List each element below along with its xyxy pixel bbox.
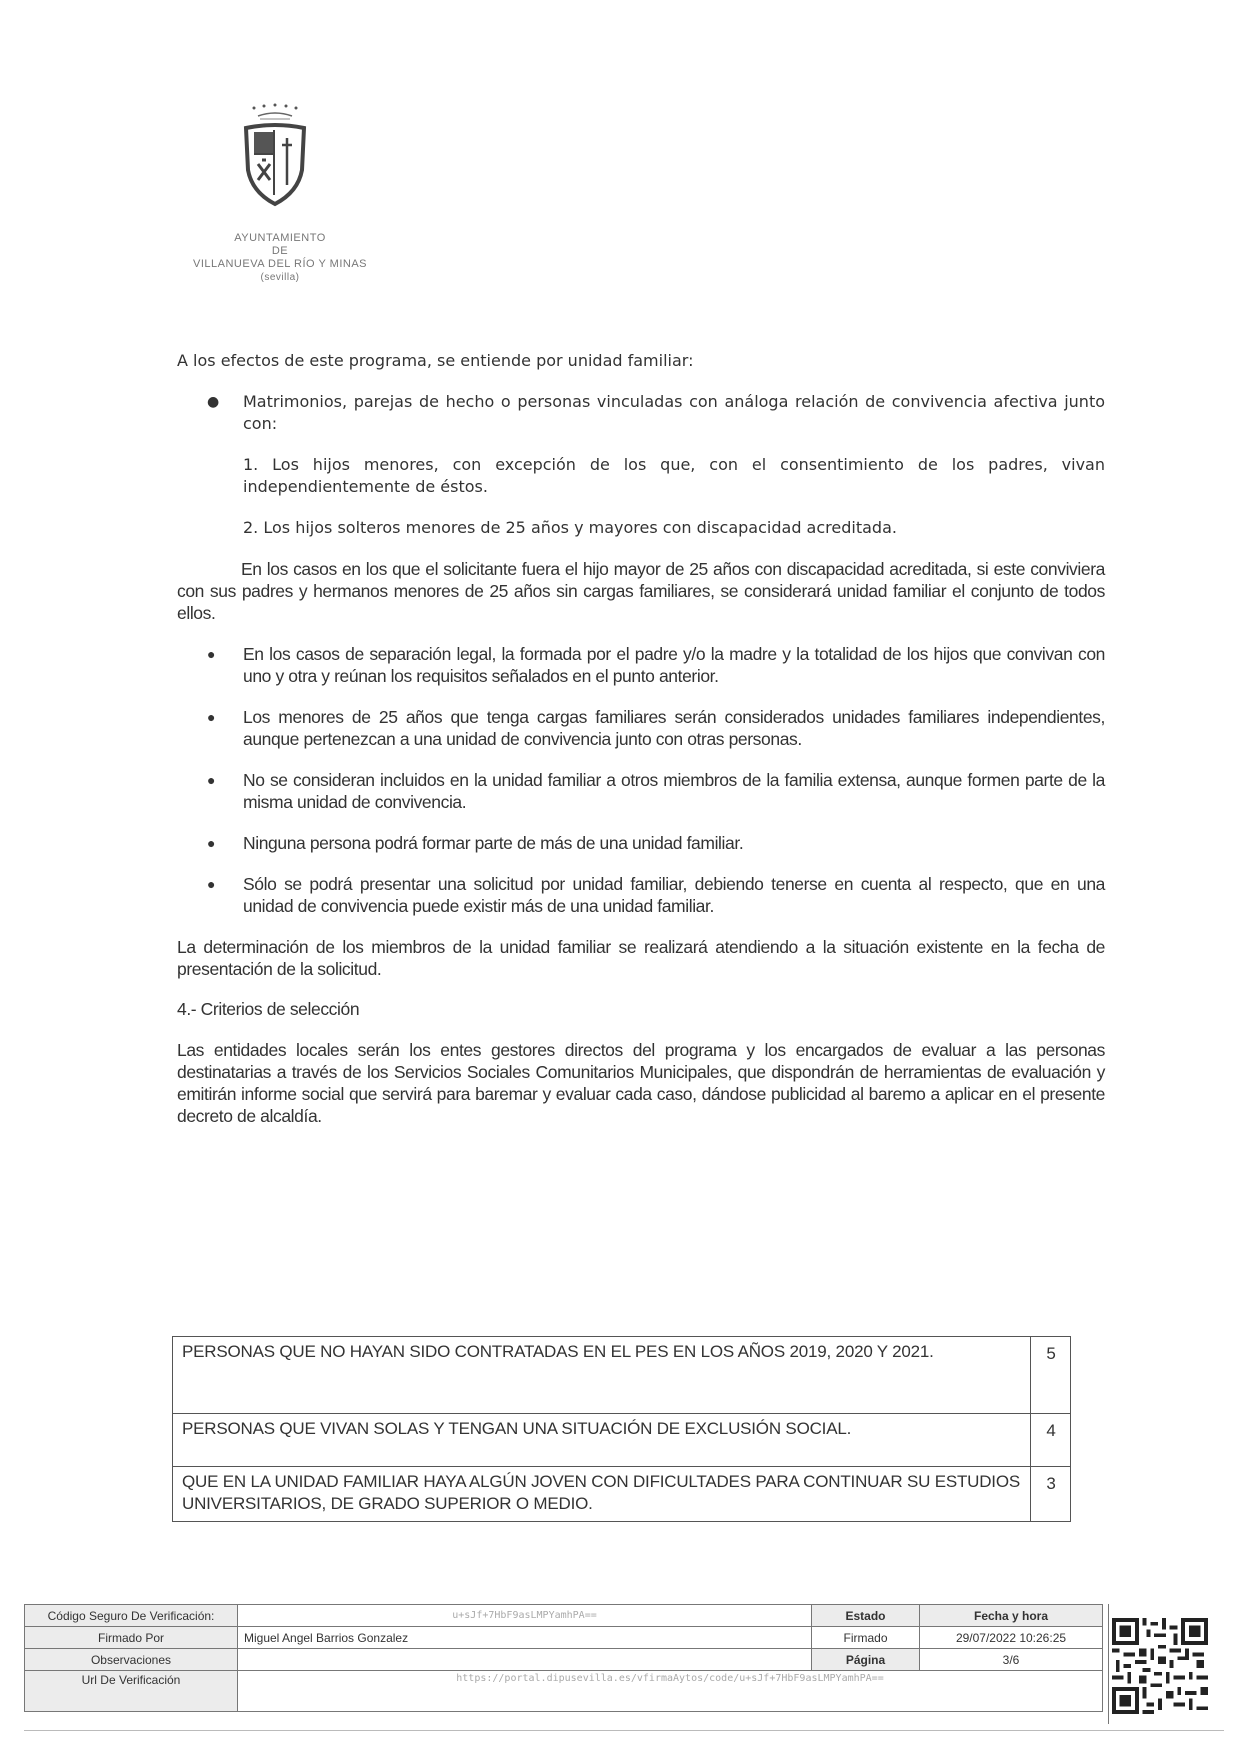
code-label: Código Seguro De Verificación: (25, 1605, 238, 1627)
criteria-paragraph: Las entidades locales serán los entes gestores directos del programa y los encargados de evaluar a las personas destinatarias a través de los Servicios Sociales Comunitarios Municipales, que dispondrán de herramientas de evaluación y emitirán informe social que servirá para baremar y evaluar cada caso, dándose publicidad al baremo a aplicar en el presente decreto de alcaldía. (177, 1040, 1105, 1126)
verification-url-link[interactable]: https://portal.dipusevilla.es/vfirmaAytos/code/u+sJf+7HbF9asLMPYamhPA== (238, 1671, 1103, 1712)
bullet-icon: ● (207, 772, 216, 788)
table-row (173, 1414, 1071, 1467)
table-row (25, 1649, 1103, 1671)
determination-paragraph: La determinación de los miembros de la unidad familiar se realizará atendiendo a la situación existente en la fecha de presentación de la solicitud. (177, 937, 1105, 979)
observations-value (238, 1649, 812, 1671)
criteria-table (172, 1336, 1071, 1522)
page-label: Página (812, 1649, 920, 1671)
bullet-icon: ● (207, 394, 220, 410)
table-row (25, 1627, 1103, 1649)
signed-by-value: Miguel Angel Barrios Gonzalez (238, 1627, 812, 1649)
org-line-1: AYUNTAMIENTO (234, 232, 326, 244)
code-value: u+sJf+7HbF9asLMPYamhPA== (238, 1605, 812, 1627)
qr-code-icon (1112, 1618, 1208, 1714)
document-body (177, 350, 1105, 1127)
org-line-2: DE (271, 245, 289, 257)
coat-of-arms-logo (240, 100, 310, 210)
observations-label: Observaciones (25, 1649, 238, 1671)
criterion-cell: PERSONAS QUE VIVAN SOLAS Y TENGAN UNA SITUACIÓN DE EXCLUSIÓN SOCIAL. (173, 1414, 1031, 1467)
bullet-item (177, 391, 1105, 435)
sub-item-1: 1. Los hijos menores, con excepción de los que, con el consentimiento de los padres, vivan independientemente de éstos. (243, 455, 1105, 496)
disability-paragraph: En los casos en los que el solicitante fuera el hijo mayor de 25 años con discapacidad acreditada, si este conviviera con sus padres y hermanos menores de 25 años sin cargas familiares, se considerará unidad familiar el conjunto de todos ellos. (177, 559, 1105, 623)
score-cell: 5 (1031, 1337, 1071, 1414)
criterion-cell: PERSONAS QUE NO HAYAN SIDO CONTRATADAS EN EL PES EN LOS AÑOS 2019, 2020 Y 2021. (173, 1337, 1031, 1414)
bullet-text: Sólo se podrá presentar una solicitud por unidad familiar, debiendo tenerse en cuenta al respecto, que en una unidad de convivencia puede existir más de una unidad familiar. (243, 874, 1105, 916)
signature-table (24, 1604, 1103, 1712)
footer-divider (24, 1730, 1224, 1731)
bullet-item (177, 769, 1105, 813)
datetime-value: 29/07/2022 10:26:25 (920, 1627, 1103, 1649)
bullet-item (177, 832, 1105, 854)
org-line-3: VILLANUEVA DEL RÍO Y MINAS (193, 258, 367, 270)
bullet-item (177, 706, 1105, 750)
table-row (173, 1467, 1071, 1522)
score-cell: 3 (1031, 1467, 1071, 1522)
bullet-icon: ● (207, 835, 216, 851)
table-row (25, 1671, 1103, 1712)
page-value: 3/6 (920, 1649, 1103, 1671)
bullet-item (177, 643, 1105, 687)
sub-item-2: 2. Los hijos solteros menores de 25 años y mayores con discapacidad acreditada. (243, 518, 897, 537)
criterion-cell: QUE EN LA UNIDAD FAMILIAR HAYA ALGÚN JOVEN CON DIFICULTADES PARA CONTINUAR SU ESTUDIOS UNIVERSITARIOS, DE GRADO SUPERIOR O MEDIO. (173, 1467, 1031, 1522)
table-row (173, 1337, 1071, 1414)
bullet-text: Matrimonios, parejas de hecho o personas vinculadas con análoga relación de convivencia afectiva junto con: (243, 392, 1105, 433)
score-cell: 4 (1031, 1414, 1071, 1467)
signed-by-label: Firmado Por (25, 1627, 238, 1649)
url-label: Url De Verificación (25, 1671, 238, 1712)
bullet-icon: ● (207, 876, 216, 892)
table-row (25, 1605, 1103, 1627)
bullet-icon: ● (207, 709, 216, 725)
org-line-4: (sevilla) (260, 272, 300, 283)
bullet-text: Ninguna persona podrá formar parte de más de una unidad familiar. (243, 833, 744, 853)
section-heading: 4.- Criterios de selección (177, 999, 360, 1019)
bullet-text: En los casos de separación legal, la formada por el padre y/o la madre y la totalidad de los hijos que convivan con uno y otra y reúnan los requisitos señalados en el punto anterior. (243, 644, 1105, 686)
bullet-text: Los menores de 25 años que tenga cargas familiares serán considerados unidades familiares independientes, aunque pertenezcan a una unidad de convivencia junto con otras personas. (243, 707, 1105, 749)
status-header: Estado (812, 1605, 920, 1627)
bullet-item (177, 873, 1105, 917)
bullet-text: No se consideran incluidos en la unidad familiar a otros miembros de la familia extensa, aunque formen parte de la misma unidad de convivencia. (243, 770, 1105, 812)
intro-paragraph: A los efectos de este programa, se entiende por unidad familiar: (177, 351, 694, 370)
status-value: Firmado (812, 1627, 920, 1649)
datetime-header: Fecha y hora (920, 1605, 1103, 1627)
organization-name (160, 232, 400, 284)
bullet-icon: ● (207, 646, 216, 662)
